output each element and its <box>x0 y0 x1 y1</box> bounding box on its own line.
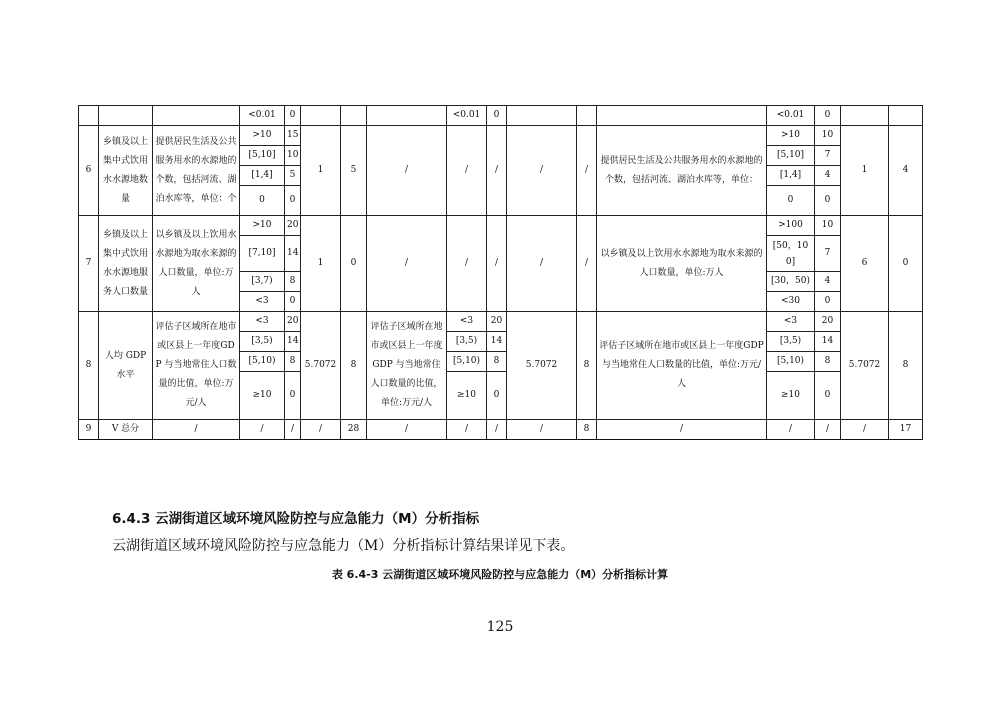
table-row: [5,10) 8 [5,10) 8 [5,10) 8 <box>79 352 923 372</box>
table-row: [3,7) 8 [30，50) 4 <box>79 272 923 292</box>
table-row: 0 0 0 0 <box>79 186 923 216</box>
indicator-desc: 以乡镇及以上饮用水水源地为取水来源的人口数量，单位:万人 <box>153 216 240 312</box>
table-row: <3 0 <30 0 <box>79 292 923 312</box>
table-row: <0.01 0 <0.01 0 <0.01 0 <box>79 106 923 126</box>
indicator-table <box>78 105 923 440</box>
row-number: 8 <box>79 312 99 420</box>
section-heading: 6.4.3 云湖街道区域环境风险防控与应急能力（M）分析指标 <box>112 511 480 527</box>
table-row: 8 人均 GDP 水平 评估子区域所在地市或区县上一年度GDP 与当地常住人口数量的比值，单位:万元/人 <3 20 5.7072 8 评估子区域所在地市或区县上一年度 GDP 与当地常住人口数量的比值，单位:万元/人 <3 20 5.7072 8 评估子区域所在地市或区县上一年度GDP 与当地常住人口数量的比值，单位:万元/人 <3 20 5.7072 8 <box>79 312 923 332</box>
table-row: [5,10] 10 [5,10] 7 <box>79 146 923 166</box>
indicator-name: 乡镇及以上集中式饮用水水源地服务人口数量 <box>99 216 153 312</box>
indicator-name: 乡镇及以上集中式饮用水水源地数量 <box>99 126 153 216</box>
row-number: 7 <box>79 216 99 312</box>
table-row: [7,10] 14 [50，100] 7 <box>79 236 923 272</box>
page-number: 125 <box>486 619 514 635</box>
indicator-name: 人均 GDP 水平 <box>99 312 153 420</box>
total-row: 9 V 总分 / / / / 28 / / / / 8 / / / / 17 <box>79 420 923 440</box>
table-row: [3,5) 14 [3,5) 14 [3,5) 14 <box>79 332 923 352</box>
table-row: 7 乡镇及以上集中式饮用水水源地服务人口数量 以乡镇及以上饮用水水源地为取水来源的人口数量，单位:万人 >10 20 1 0 / / / / / 以乡镇及以上饮用水水源地为取水来源的人口数量，单位:万人 >100 10 6 0 <box>79 216 923 236</box>
row-number: 6 <box>79 126 99 216</box>
table-row: ≥10 0 ≥10 0 ≥10 0 <box>79 372 923 420</box>
table-caption: 表 6.4-3 云湖街道区域环境风险防控与应急能力（M）分析指标计算 <box>331 568 669 581</box>
indicator-desc: 评估子区域所在地市或区县上一年度GDP 与当地常住人口数量的比值，单位:万元/人 <box>153 312 240 420</box>
body-paragraph: 云湖街道区域环境风险防控与应急能力（M）分析指标计算结果详见下表。 <box>112 538 575 554</box>
indicator-desc: 提供居民生活及公共服务用水的水源地的个数，包括河流、湖泊水库等，单位：个 <box>153 126 240 216</box>
table-row: [1,4] 5 [1,4] 4 <box>79 166 923 186</box>
table-row: 6 乡镇及以上集中式饮用水水源地数量 提供居民生活及公共服务用水的水源地的个数，包括河流、湖泊水库等，单位：个 >10 15 1 5 / / / / / 提供居民生活及公共服务用水的水源地的个数，包括河流、湖泊水库等，单位： >10 10 1 4 <box>79 126 923 146</box>
